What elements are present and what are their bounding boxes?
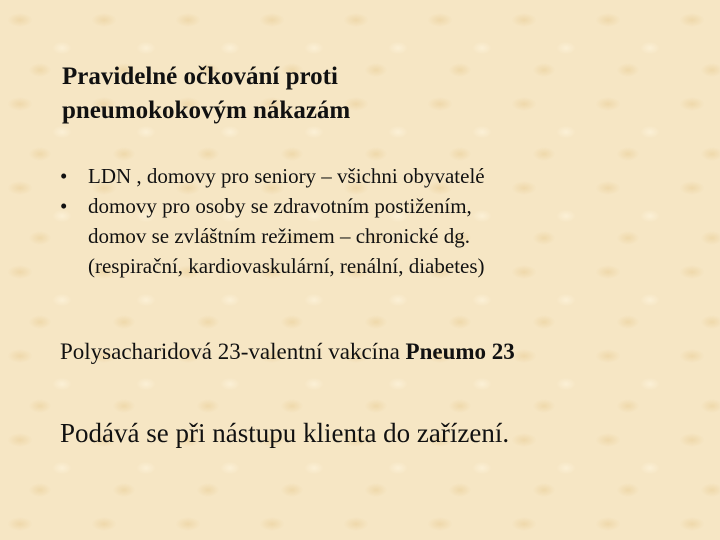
vaccine-name: Pneumo 23 bbox=[405, 339, 515, 364]
slide-title bbox=[62, 60, 662, 128]
administration-note: Podává se při nástupu klienta do zařízení. bbox=[60, 418, 510, 448]
bullet-dot: • bbox=[60, 164, 68, 188]
bullet-text: domov se zvláštním režimem – chronické dg. bbox=[88, 224, 470, 248]
bullet-text: LDN , domovy pro seniory – všichni obyvatelé bbox=[88, 164, 485, 188]
bullet-dot: • bbox=[60, 194, 68, 218]
vaccine-line bbox=[60, 336, 515, 368]
title-line: pneumokokovým nákazám bbox=[62, 97, 351, 124]
title-line: Pravidelné očkování proti bbox=[62, 63, 338, 90]
bullet-text: (respirační, kardiovaskulární, renální, diabetes) bbox=[88, 254, 485, 278]
bullet-item bbox=[60, 161, 680, 191]
bullet-list bbox=[60, 161, 680, 281]
bullet-item bbox=[60, 191, 680, 281]
vaccine-text: Polysacharidová 23-valentní vakcína bbox=[60, 339, 406, 364]
bullet-text: domovy pro osoby se zdravotním postižením, bbox=[88, 194, 472, 218]
